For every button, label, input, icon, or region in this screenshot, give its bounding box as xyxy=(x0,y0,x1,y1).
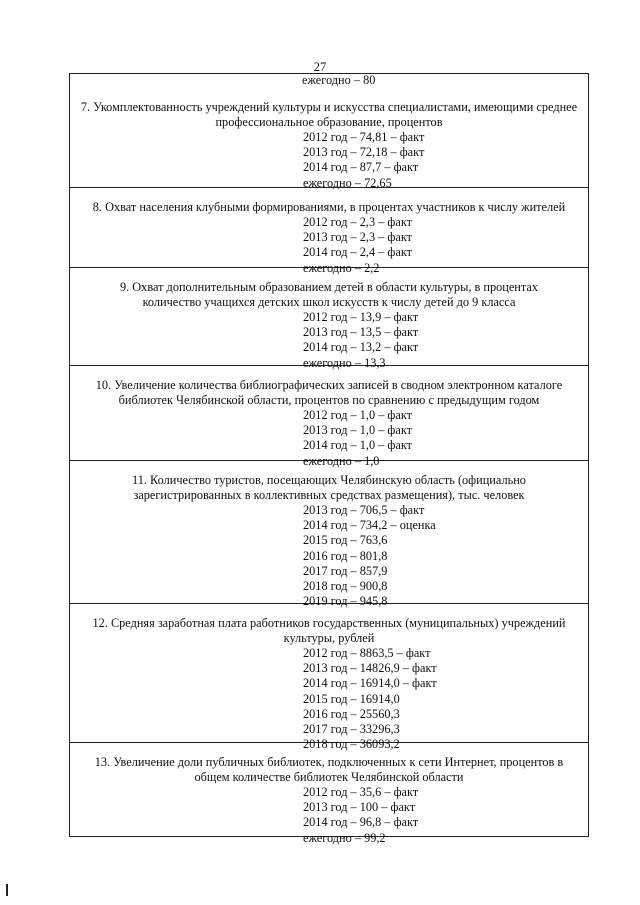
indicator-value-line: 2014 год – 87,7 – факт xyxy=(303,160,419,175)
indicator-values xyxy=(303,785,588,846)
indicator-value-line: 2013 год – 14826,9 – факт xyxy=(303,661,437,676)
indicator-section xyxy=(70,604,588,752)
indicator-value-line: 2013 год – 1,0 – факт xyxy=(303,423,413,438)
indicator-value-line: 2014 год – 734,2 – оценка xyxy=(303,518,436,533)
indicator-title: 13. Увеличение доли публичных библиотек, подключенных к сети Интернет, процентов в общем количестве библиотек Челябинской области xyxy=(94,755,564,784)
indicator-title: 8. Охват населения клубными формированиями, в процентах участников к числу жителей xyxy=(92,200,566,214)
indicator-values xyxy=(303,503,588,609)
indicator-section xyxy=(70,188,588,275)
indicator-section xyxy=(70,268,588,370)
indicator-section xyxy=(70,461,588,609)
indicator-value-line: ежегодно – 72,65 xyxy=(303,175,392,190)
indicator-section xyxy=(70,88,588,188)
indicator-value-line: ежегодно – 2,2 xyxy=(303,260,380,275)
indicator-value-line: 2012 год – 8863,5 – факт xyxy=(303,646,431,660)
indicator-value-line: 2013 год – 13,5 – факт xyxy=(303,325,419,340)
indicator-value-line: 2018 год – 900,8 xyxy=(303,579,388,594)
indicator-value-line: 2016 год – 801,8 xyxy=(303,548,388,563)
indicator-value-line: 2014 год – 13,2 – факт xyxy=(303,340,419,355)
indicator-value-line: 2012 год – 13,9 – факт xyxy=(303,310,419,324)
indicator-value-line: 2013 год – 72,18 – факт xyxy=(303,145,425,160)
indicator-value-line: 2018 год – 36093,2 xyxy=(303,737,400,752)
indicator-value-line: 2015 год – 763,6 xyxy=(303,533,388,548)
indicator-value-line: 2013 год – 2,3 – факт xyxy=(303,230,413,245)
indicator-value-line: 2013 год – 706,5 – факт xyxy=(303,503,425,517)
indicator-value-line: 2016 год – 25560,3 xyxy=(303,706,400,721)
indicator-value-line: 2014 год – 16914,0 – факт xyxy=(303,676,437,691)
indicator-value-line: 2017 год – 33296,3 xyxy=(303,722,400,737)
indicator-value-line: 2012 год – 1,0 – факт xyxy=(303,408,413,422)
indicator-title: 7. Укомплектованность учреждений культуры и искусства специалистами, имеющими среднее профессиональное образование, процентов xyxy=(80,100,578,129)
indicator-values xyxy=(303,408,588,469)
indicator-title: 12. Средняя заработная плата работников государственных (муниципальных) учреждений культуры, рублей xyxy=(92,616,566,645)
indicator-value-line: 2013 год – 100 – факт xyxy=(303,800,416,815)
indicator-value-line: 2014 год – 2,4 – факт xyxy=(303,245,413,260)
indicator-value-line: 2012 год – 74,81 – факт xyxy=(303,130,425,144)
indicators-table xyxy=(69,73,589,845)
carryover-line: ежегодно – 80 xyxy=(302,73,376,87)
indicator-section xyxy=(70,743,588,845)
indicator-values xyxy=(303,130,588,191)
indicator-title: 9. Охват дополнительным образованием детей в области культуры, в процентах количество учащихся детских школ искусств к числу детей до 9 класса xyxy=(120,280,538,309)
indicator-value-line: 2015 год – 16914,0 xyxy=(303,691,400,706)
indicator-title: 11. Количество туристов, посещающих Челябинскую область (официально зарегистрированных в коллективных средствах размещения), тыс. человек xyxy=(132,473,526,502)
indicator-value-line: 2012 год – 2,3 – факт xyxy=(303,215,413,229)
indicator-value-line: ежегодно – 1,0 xyxy=(303,453,380,468)
page-number: 27 xyxy=(313,60,327,74)
indicator-title: 10. Увеличение количества библиографических записей в сводном электронном каталоге библиотек Челябинской области, процентов по сравнению с предыдущим годом xyxy=(95,378,563,407)
indicator-values xyxy=(303,215,588,276)
margin-mark xyxy=(6,884,8,896)
indicator-value-line: 2014 год – 96,8 – факт xyxy=(303,815,419,830)
indicator-value-line: ежегодно – 99,2 xyxy=(303,830,386,845)
indicator-value-line: 2017 год – 857,9 xyxy=(303,563,388,578)
indicator-value-line: 2014 год – 1,0 – факт xyxy=(303,438,413,453)
indicator-values xyxy=(303,310,588,371)
indicator-values xyxy=(303,646,588,752)
indicator-value-line: ежегодно – 13,3 xyxy=(303,355,386,370)
indicator-section xyxy=(70,366,588,468)
indicator-value-line: 2019 год – 945,8 xyxy=(303,594,388,609)
indicator-value-line: 2012 год – 35,6 – факт xyxy=(303,785,419,799)
